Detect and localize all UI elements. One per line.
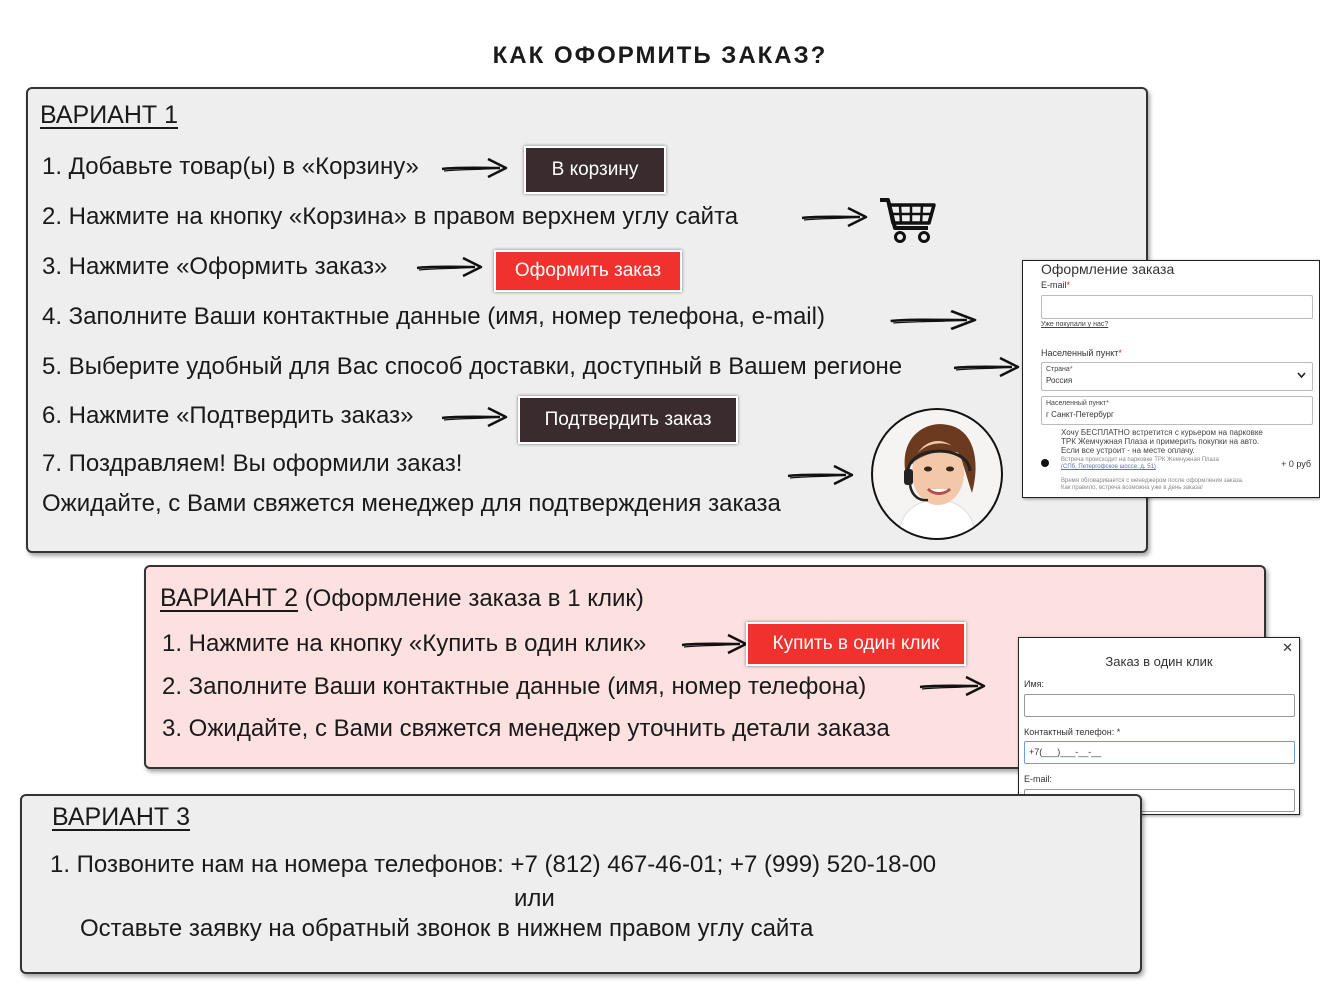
cart-icon[interactable] (878, 196, 938, 246)
delivery-option-text-2: ТРК Жемчужная Плаза и примерить покупки на авто. (1061, 437, 1260, 446)
v2-step-3: 3. Ожидайте, с Вами свяжется менеджер уточнить детали заказа (162, 715, 890, 742)
delivery-price: + 0 руб (1281, 459, 1311, 469)
v2-step-2: 2. Заполните Ваши контактные данные (имя, номер телефона) (162, 673, 867, 700)
email-input[interactable] (1041, 295, 1313, 319)
arrow-right-icon (415, 255, 485, 279)
v1-step-8: Ожидайте, с Вами свяжется менеджер для подтверждения заказа (42, 490, 781, 517)
country-select[interactable] (1041, 362, 1313, 391)
phone-value: +7(___)___-__-__ (1029, 747, 1102, 757)
v1-step-3: 3. Нажмите «Оформить заказ» (42, 253, 388, 280)
variant-2-heading (160, 584, 644, 613)
name-input[interactable] (1024, 694, 1295, 717)
city-input[interactable] (1041, 396, 1313, 425)
variant-2-subtitle: (Оформление заказа в 1 клик) (298, 585, 644, 612)
arrow-right-icon (952, 355, 1022, 379)
v1-step-4: 4. Заполните Ваши контактные данные (имя, номер телефона, e-mail) (42, 303, 825, 330)
delivery-note-4: Как правило, встреча возможна уже в день заказа! (1061, 485, 1203, 491)
v3-or: или (514, 885, 555, 912)
name-label: Имя: (1024, 679, 1045, 689)
one-click-form-title: Заказ в один клик (1105, 654, 1213, 669)
chevron-down-icon (1297, 372, 1306, 379)
delivery-option-text-3: Если все устроит - на месте оплачу. (1061, 446, 1195, 455)
page-title: КАК ОФОРМИТЬ ЗАКАЗ? (492, 42, 828, 69)
checkout-form-title: Оформление заказа (1041, 261, 1175, 277)
close-icon[interactable]: ✕ (1282, 640, 1293, 655)
delivery-address-link[interactable]: (СПб, Петергофское шоссе, д. 51) (1061, 464, 1156, 470)
v1-step-1: 1. Добавьте товар(ы) в «Корзину» (42, 153, 419, 180)
arrow-right-icon (800, 205, 870, 229)
arrow-right-icon (888, 308, 980, 332)
arrow-right-icon (680, 632, 750, 656)
v1-step-2: 2. Нажмите на кнопку «Корзина» в правом верхнем углу сайта (42, 203, 739, 230)
v3-phone-line: 1. Позвоните нам на номера телефонов: +7 (812) 467-46-01; +7 (999) 520-18-00 (50, 851, 937, 878)
checkout-form-card (1022, 260, 1320, 498)
delivery-note-1: Встреча происходит на парковке ТРК Жемчужная Плаза (1061, 457, 1219, 463)
country-label: Страна* (1046, 366, 1073, 373)
arrow-right-icon (786, 463, 856, 487)
add-to-cart-button[interactable]: В корзину (524, 146, 666, 194)
delivery-radio[interactable] (1041, 459, 1049, 467)
already-bought-link[interactable]: Уже покупали у нас? (1041, 321, 1109, 328)
v1-step-7: 7. Поздравляем! Вы оформили заказ! (42, 450, 463, 477)
confirm-order-button[interactable]: Подтвердить заказ (518, 396, 738, 444)
variant-1-heading: ВАРИАНТ 1 (40, 101, 179, 129)
arrow-right-icon (440, 156, 510, 180)
delivery-option-text-1: Хочу БЕСПЛАТНО встретится с курьером на парковке (1061, 428, 1263, 437)
country-value: Россия (1046, 376, 1073, 385)
variant-2-title: ВАРИАНТ 2 (160, 584, 299, 612)
variant-3-heading: ВАРИАНТ 3 (52, 803, 191, 831)
phone-input[interactable] (1024, 741, 1295, 764)
v1-step-5: 5. Выберите удобный для Вас способ доставки, доступный в Вашем регионе (42, 353, 903, 380)
email-label: E-mail* (1041, 280, 1071, 290)
arrow-right-icon (440, 405, 510, 429)
buy-one-click-button[interactable]: Купить в один клик (746, 622, 966, 666)
city-value: г Санкт-Петербург (1046, 410, 1114, 419)
locality-label: Населенный пункт* (1041, 348, 1122, 358)
phone-label: Контактный телефон: * (1024, 727, 1121, 737)
operator-avatar (868, 405, 1006, 543)
delivery-note-3: Время обговаривается с менеджером после оформления заказа. (1061, 478, 1244, 484)
v2-step-1: 1. Нажмите на кнопку «Купить в один клик» (162, 630, 647, 657)
arrow-right-icon (918, 674, 988, 698)
v3-callback-line: Оставьте заявку на обратный звонок в нижнем правом углу сайта (80, 915, 814, 942)
one-click-form-card (1018, 637, 1300, 815)
checkout-button[interactable]: Оформить заказ (494, 250, 682, 292)
v1-step-6: 6. Нажмите «Подтвердить заказ» (42, 402, 414, 429)
email-label: E-mail: (1024, 774, 1053, 784)
city-label: Населенный пункт* (1046, 400, 1109, 407)
